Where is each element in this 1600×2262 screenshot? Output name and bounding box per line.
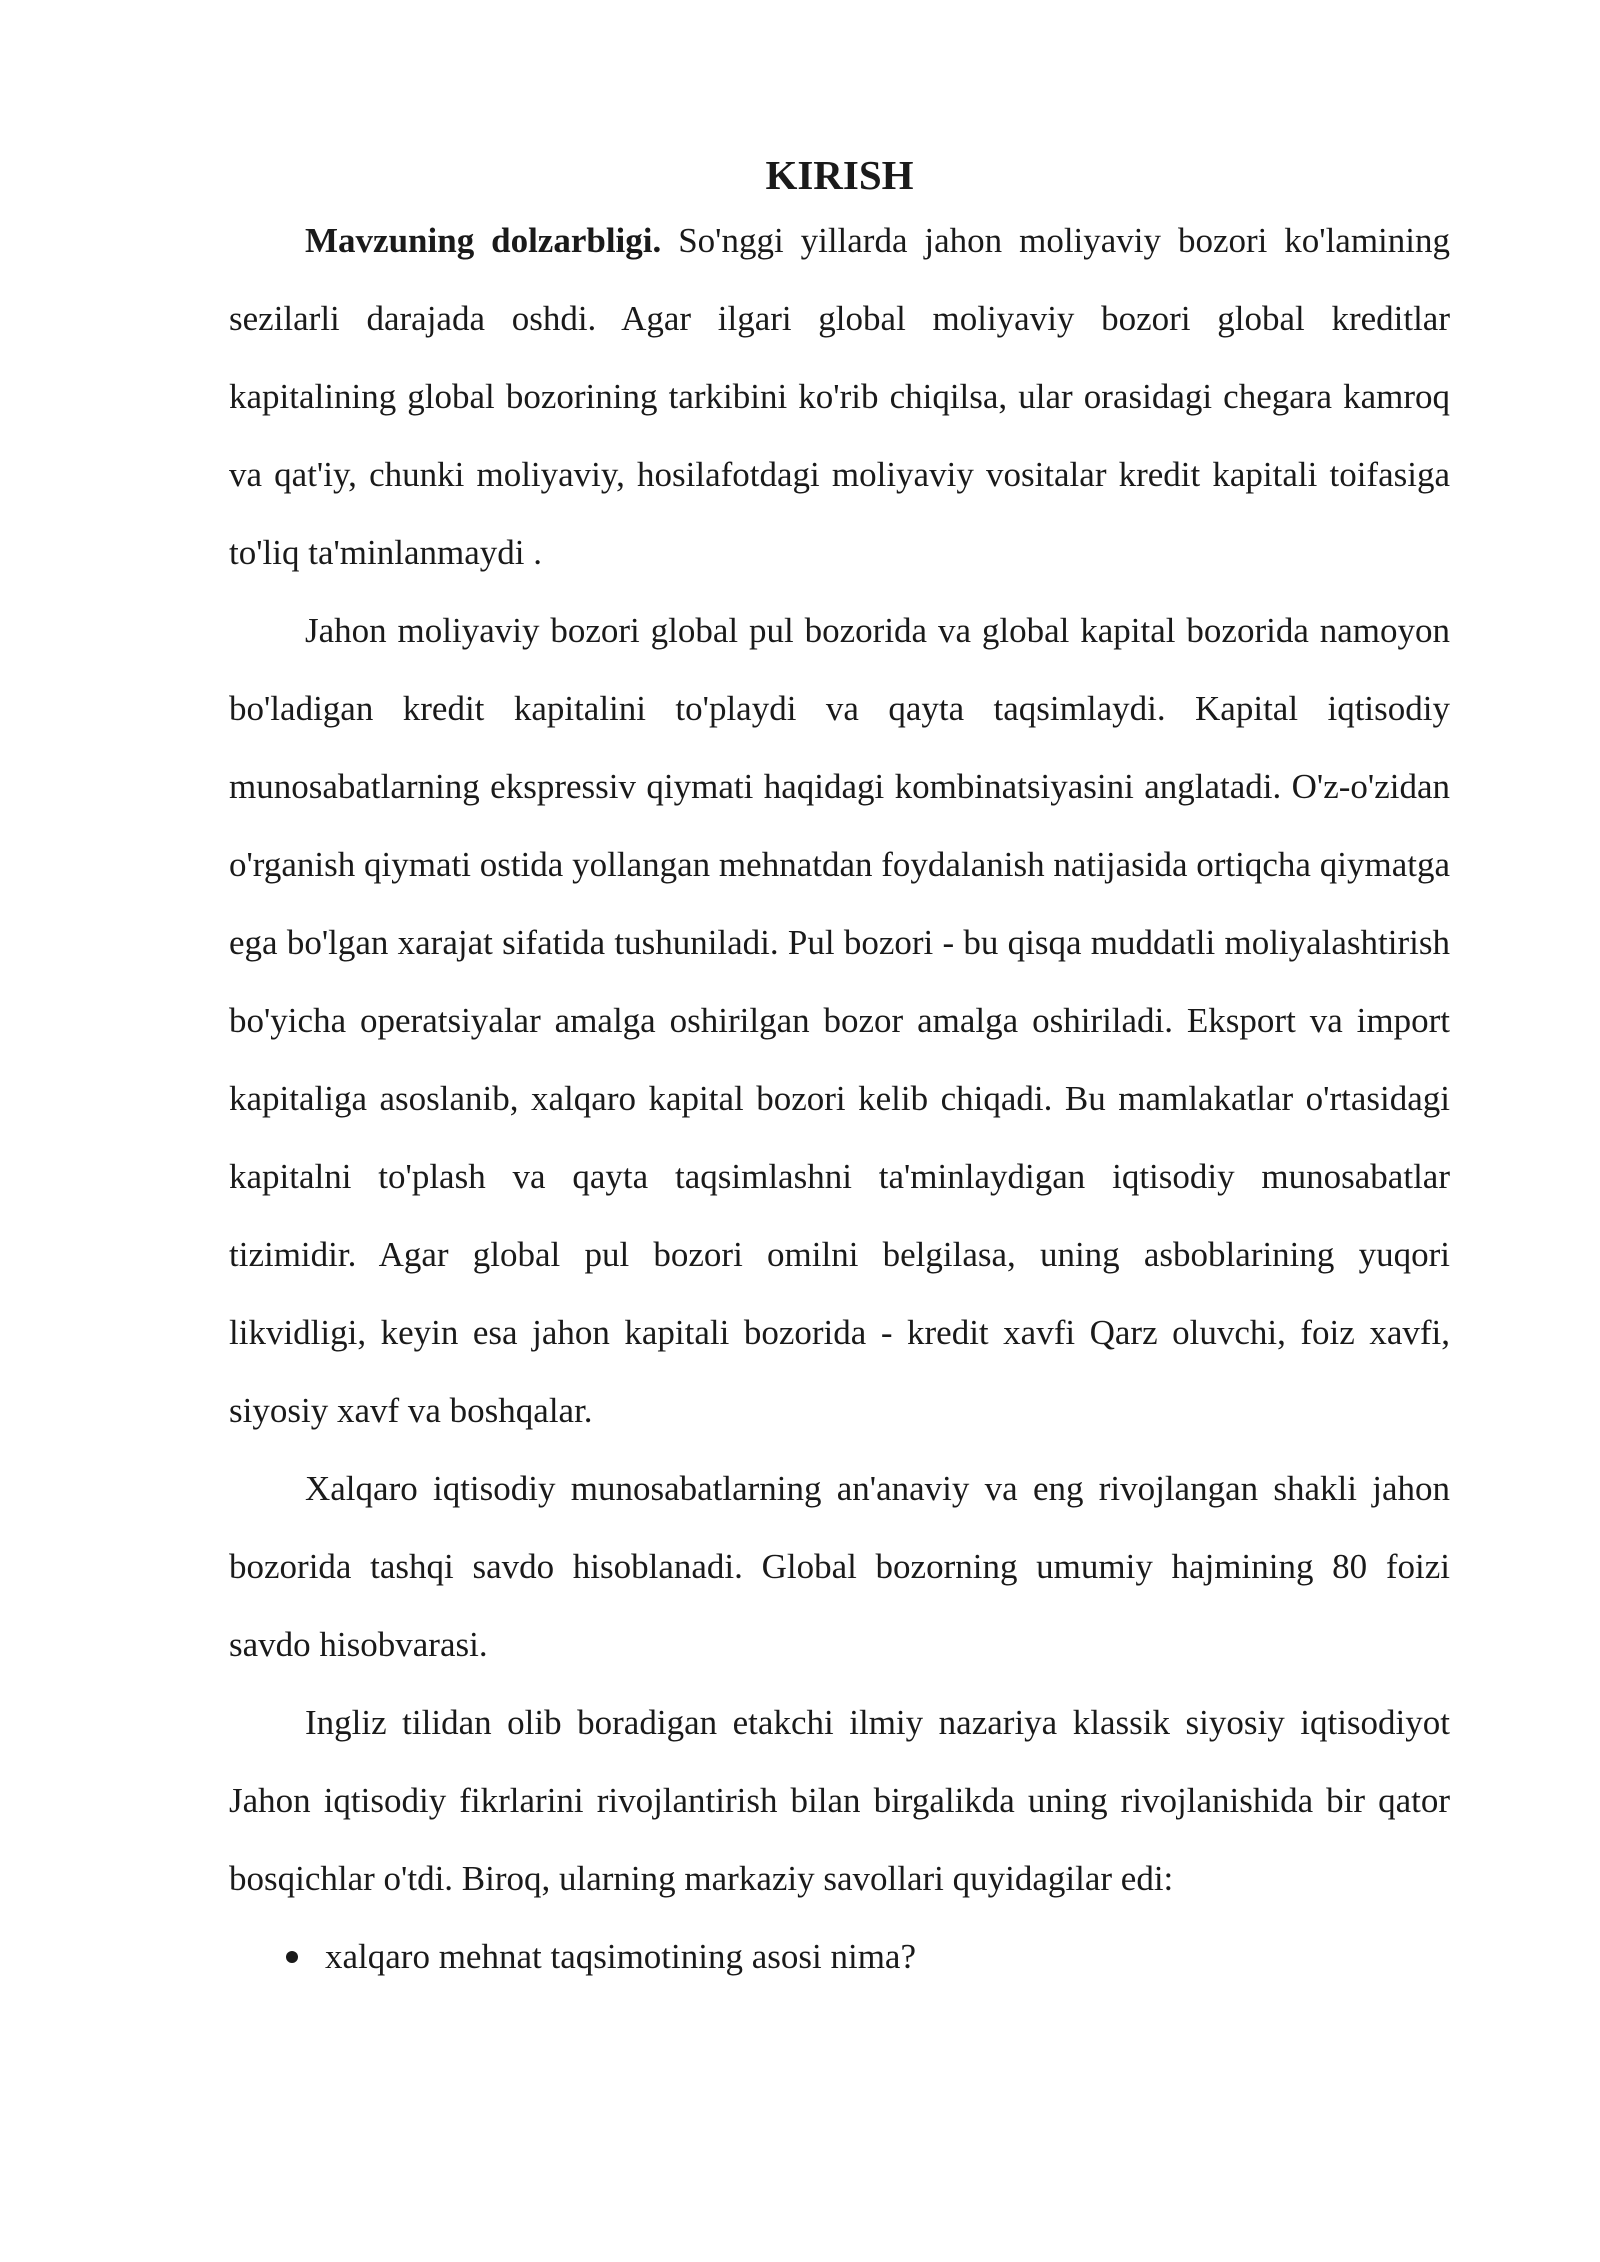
list-item-text: xalqaro mehnat taqsimotining asosi nima?: [325, 1937, 916, 1976]
page-title: KIRISH: [765, 152, 914, 198]
paragraph-text: So'nggi yillarda jahon moliyaviy bozori ko'lamining sezilarli darajada oshdi. Agar ilgari global moliyaviy bozori global kreditlar kapitalining global bozorining tarkibini ko'rib chiqilsa, ular orasidagi chegara kamroq va qat'iy, chunki moliyaviy, hosilafotdagi moliyaviy vositalar kredit kapitali toifasiga to'liq ta'minlanmaydi .: [229, 221, 1451, 572]
list-item: [229, 1918, 1450, 1996]
paragraph-foreign-trade: [229, 1450, 1450, 1684]
paragraph-capital-market: [229, 592, 1450, 1450]
paragraph-text: Xalqaro iqtisodiy munosabatlarning an'anaviy va eng rivojlangan shakli jahon bozorida tashqi savdo hisoblanadi. Global bozorning umumiy hajmining 80 foizi savdo hisobvarasi.: [229, 1469, 1450, 1664]
bullet-dot-icon: [286, 1951, 298, 1963]
paragraph-lead: Mavzuning dolzarbligi.: [305, 221, 662, 260]
paragraph-text: Jahon moliyaviy bozori global pul bozorida va global kapital bozorida namoyon bo'ladigan kredit kapitalini to'playdi va qayta taqsimlaydi. Kapital iqtisodiy munosabatlarning ekspressiv qiymati haqidagi kombinatsiyasini anglatadi. O'z-o'zidan o'rganish qiymati ostida yollangan mehnatdan foydalanish natijasida ortiqcha qiymatga ega bo'lgan xarajat sifatida tushuniladi. Pul bozori - bu qisqa muddatli moliyalashtirish bo'yicha operatsiyalar amalga oshirilgan bozor amalga oshiriladi. Eksport va import kapitaliga asoslanib, xalqaro kapital bozori kelib chiqadi. Bu mamlakatlar o'rtasidagi kapitalni to'plash va qayta taqsimlashni ta'minlaydigan iqtisodiy munosabatlar tizimidir. Agar global pul bozori omilni belgilasa, uning asboblarining yuqori likvidligi, keyin esa jahon kapitali bozorida - kredit xavfi Qarz oluvchi, foiz xavfi, siyosiy xavf va boshqalar.: [229, 611, 1450, 1430]
bullet-list: [229, 1918, 1450, 1996]
paragraph-relevance: [229, 202, 1450, 592]
paragraph-text: Ingliz tilidan olib boradigan etakchi ilmiy nazariya klassik siyosiy iqtisodiyot Jahon iqtisodiy fikrlarini rivojlantirish bilan birgalikda uning rivojlanishida bir qator bosqichlar o'tdi. Biroq, ularning markaziy savollari quyidagilar edi:: [229, 1703, 1450, 1898]
paragraph-theory: [229, 1684, 1450, 1918]
